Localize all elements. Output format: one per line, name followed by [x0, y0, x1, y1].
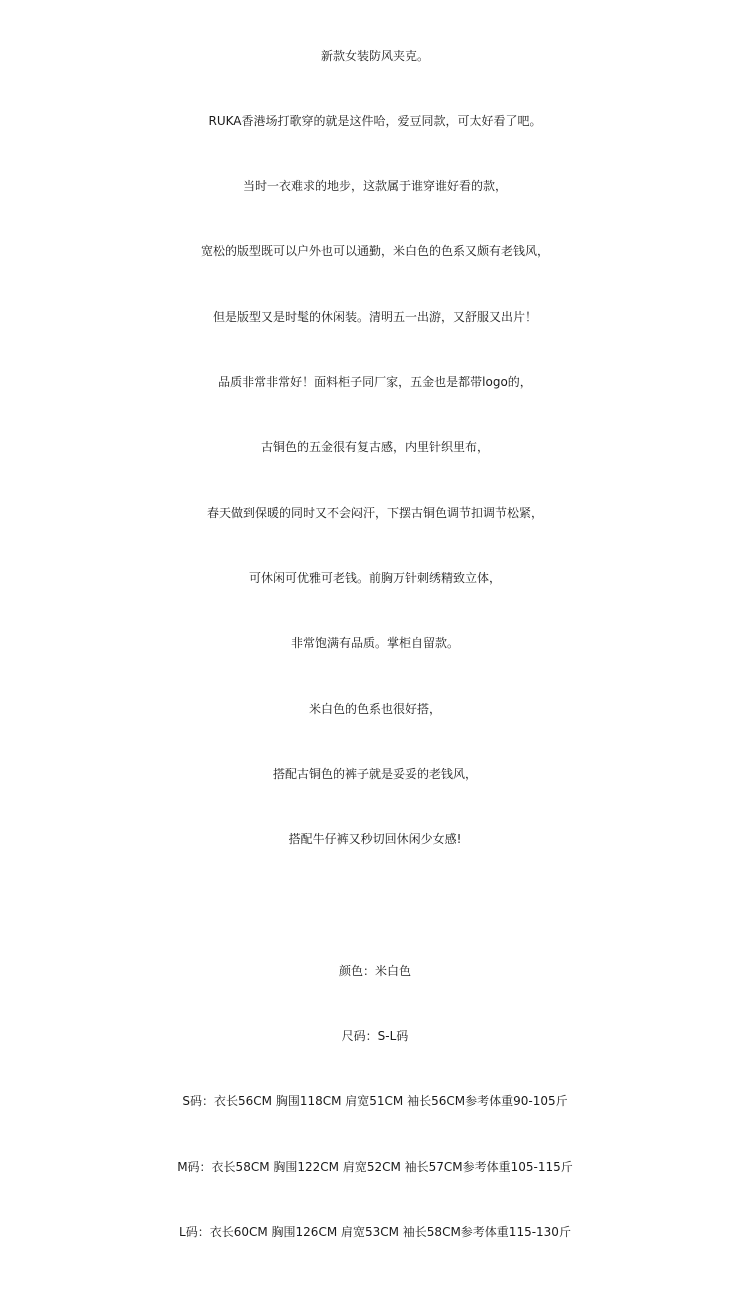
description-line: 春天做到保暖的同时又不会闷汗，下摆古铜色调节扣调节松紧， [206, 506, 543, 520]
description-line: 非常饱满有品质。掌柜自留款。 [290, 636, 459, 650]
color-spec: 颜色：米白色 [338, 964, 411, 978]
description-line: 米白色的色系也很好搭， [308, 702, 441, 716]
description-line: RUKA香港场打歌穿的就是这件哈，爱豆同款，可太好看了吧。 [208, 114, 542, 128]
description-line: 但是版型又是时髦的休闲装。清明五一出游，又舒服又出片！ [212, 310, 537, 324]
description-line: 古铜色的五金很有复古感，内里针织里布， [260, 440, 489, 454]
size-spec-l: L码：衣长60CM 胸围126CM 肩宽53CM 袖长58CM参考体重115-130斤 [179, 1225, 571, 1239]
description-line: 新款女装防风夹克。 [320, 49, 429, 63]
description-line: 宽松的版型既可以户外也可以通勤，米白色的色系又颇有老钱风， [200, 244, 549, 258]
size-spec-m: M码：衣长58CM 胸围122CM 肩宽52CM 袖长57CM参考体重105-115斤 [177, 1160, 573, 1174]
description-line: 搭配牛仔裤又秒切回休闲少女感! [288, 832, 462, 846]
description-line: 可休闲可优雅可老钱。前胸万针刺绣精致立体， [248, 571, 501, 585]
description-line: 搭配古铜色的裤子就是妥妥的老钱风， [272, 767, 477, 781]
description-line: 品质非常非常好！面料柜子同厂家，五金也是都带logo的， [218, 375, 532, 389]
description-line: 当时一衣难求的地步，这款属于谁穿谁好看的款， [242, 179, 507, 193]
size-range-spec: 尺码：S-L码 [341, 1029, 409, 1043]
size-spec-s: S码：衣长56CM 胸围118CM 肩宽51CM 袖长56CM参考体重90-105斤 [182, 1094, 568, 1108]
